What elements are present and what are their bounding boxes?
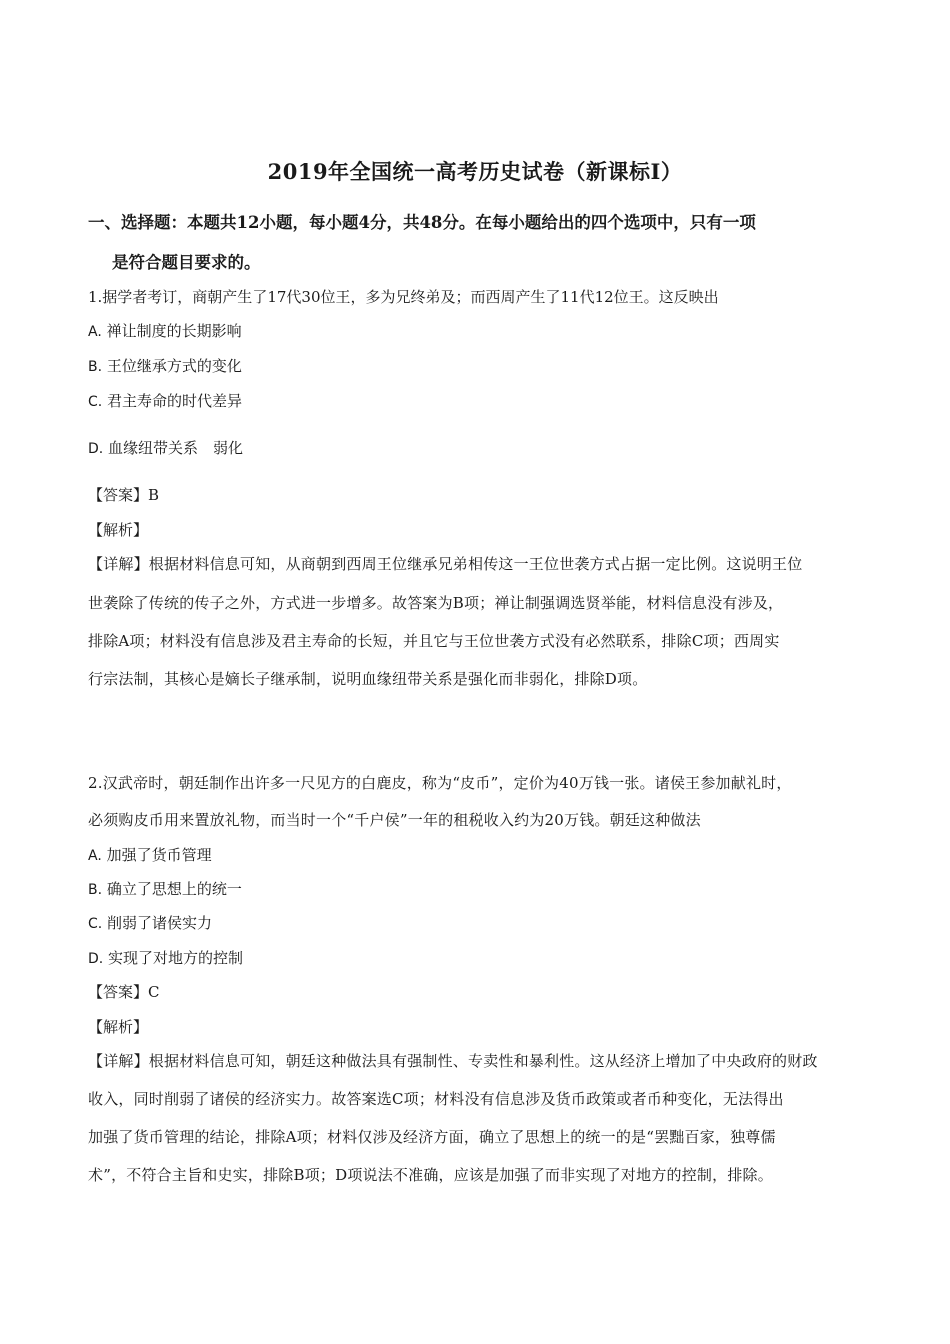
q2-detail-line-2: 收入，同时削弱了诸侯的经济实力。故答案选C项；材料没有信息涉及货币政策或者币种变化，无法得出 bbox=[88, 1090, 784, 1108]
q2-option-a-letter: A. bbox=[88, 848, 102, 864]
q2-answer: 【答案】C bbox=[88, 983, 160, 1001]
q2-option-b bbox=[88, 878, 878, 901]
q1-option-a-letter: A. bbox=[88, 324, 102, 340]
q2-stem-line-2: 必须购皮币用来置放礼物，而当时一个“千户侯”一年的租税收入约为20万钱。朝廷这种做法 bbox=[88, 811, 701, 829]
q1-detail-line-2: 世袭除了传统的传子之外，方式进一步增多。故答案为B项；禅让制强调选贤举能，材料信息没有涉及， bbox=[88, 594, 784, 612]
q2-option-c-letter: C. bbox=[88, 916, 103, 932]
q1-option-c-letter: C. bbox=[88, 394, 103, 410]
q1-option-c bbox=[88, 390, 878, 413]
q2-option-d-text: 实现了对地方的控制 bbox=[108, 949, 244, 967]
q2-option-d bbox=[88, 947, 878, 970]
q1-option-b bbox=[88, 355, 878, 378]
q2-option-c bbox=[88, 912, 878, 935]
q2-option-b-text: 确立了思想上的统一 bbox=[106, 880, 242, 898]
section-heading-line1: 一、选择题：本题共12小题，每小题4分，共48分。在每小题给出的四个选项中，只有一项 bbox=[88, 213, 756, 232]
q1-option-a bbox=[88, 320, 878, 343]
q2-detail-line-4: 术”，不符合主旨和史实，排除B项；D项说法不准确，应该是加强了而非实现了对地方的控制，排除。 bbox=[88, 1166, 773, 1184]
q1-option-d-text: 血缘纽带关系 弱化 bbox=[108, 439, 244, 457]
q2-option-b-letter: B. bbox=[88, 882, 103, 898]
q1-option-d-letter: D. bbox=[88, 441, 104, 457]
q2-analysis-label: 【解析】 bbox=[88, 1018, 149, 1036]
q1-option-a-text: 禅让制度的长期影响 bbox=[106, 322, 242, 340]
q1-detail-line-3: 排除A项；材料没有信息涉及君主寿命的长短，并且它与王位世袭方式没有必然联系，排除C项；西周实 bbox=[88, 632, 780, 650]
q1-answer: 【答案】B bbox=[88, 486, 160, 504]
q1-option-b-letter: B. bbox=[88, 359, 103, 375]
q2-option-c-text: 削弱了诸侯实力 bbox=[107, 914, 213, 932]
q1-detail-line-1: 【详解】根据材料信息可知，从商朝到西周王位继承兄弟相传这一王位世袭方式占据一定比例。这说明王位 bbox=[88, 555, 803, 573]
q1-stem: 1.据学者考订，商朝产生了17代30位王，多为兄终弟及；而西周产生了11代12位王。这反映出 bbox=[88, 288, 719, 306]
q1-option-c-text: 君主寿命的时代差异 bbox=[107, 392, 243, 410]
q2-option-a bbox=[88, 844, 878, 867]
q1-detail-line-4: 行宗法制，其核心是嫡长子继承制，说明血缘纽带关系是强化而非弱化，排除D项。 bbox=[88, 670, 648, 688]
q2-option-a-text: 加强了货币管理 bbox=[106, 846, 212, 864]
q2-option-d-letter: D. bbox=[88, 951, 104, 967]
section-heading-line2: 是符合题目要求的。 bbox=[112, 253, 261, 272]
page-title: 2019年全国统一高考历史试卷（新课标Ⅰ） bbox=[267, 159, 683, 184]
q1-option-d bbox=[88, 437, 878, 460]
q1-option-b-text: 王位继承方式的变化 bbox=[106, 357, 242, 375]
q2-detail-line-3: 加强了货币管理的结论，排除A项；材料仅涉及经济方面，确立了思想上的统一的是“罢黜百家，独尊儒 bbox=[88, 1128, 776, 1146]
q2-detail-line-1: 【详解】根据材料信息可知，朝廷这种做法具有强制性、专卖性和暴利性。这从经济上增加了中央政府的财政 bbox=[88, 1052, 818, 1070]
q1-analysis-label: 【解析】 bbox=[88, 521, 149, 539]
q2-stem-line-1: 2.汉武帝时，朝廷制作出许多一尺见方的白鹿皮，称为“皮币”，定价为40万钱一张。诸侯王参加献礼时， bbox=[88, 774, 792, 792]
